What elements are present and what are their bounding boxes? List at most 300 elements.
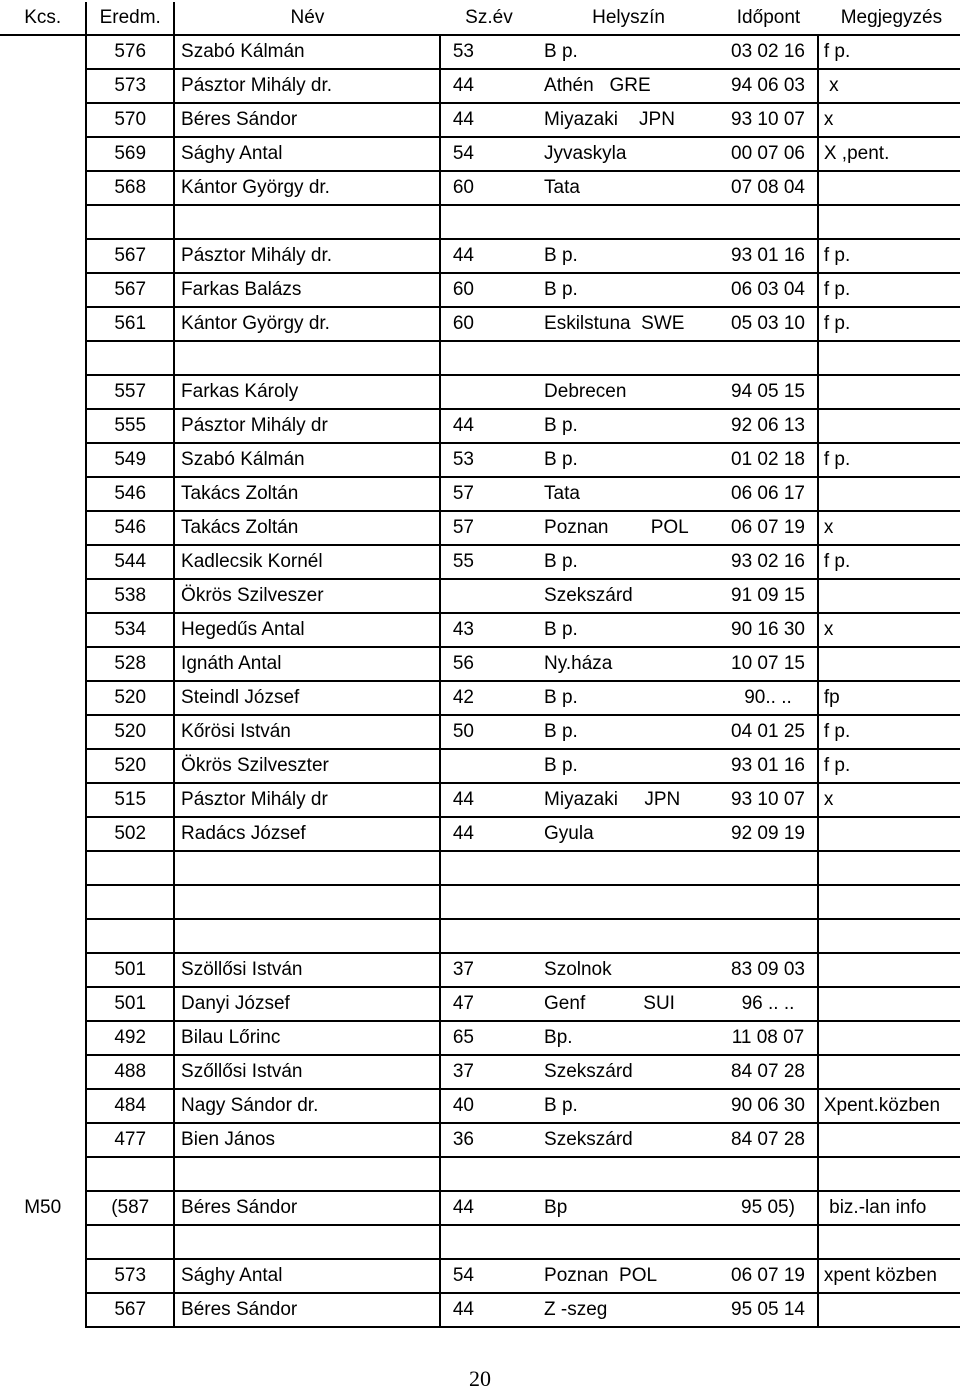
cell-megjegyzes: X ,pent. <box>818 137 960 171</box>
cell-szev: 53 <box>440 443 538 477</box>
results-table <box>0 2 960 1328</box>
cell-megjegyzes: x <box>818 613 960 647</box>
cell-szev: 44 <box>440 1191 538 1225</box>
cell-idopont: 04 01 25 <box>719 715 818 749</box>
cell-szev: 56 <box>440 647 538 681</box>
cell-eredm <box>86 919 174 953</box>
cell-kcs <box>0 545 86 579</box>
table-row <box>0 477 960 511</box>
cell-nev <box>174 341 440 375</box>
table-row <box>0 375 960 409</box>
cell-eredm: 569 <box>86 137 174 171</box>
cell-nev <box>174 885 440 919</box>
cell-idopont: 11 08 07 <box>719 1021 818 1055</box>
cell-helyszin <box>538 1157 719 1191</box>
cell-nev: Bilau Lőrinc <box>174 1021 440 1055</box>
cell-nev: Kőrösi István <box>174 715 440 749</box>
cell-szev <box>440 341 538 375</box>
table-row <box>0 511 960 545</box>
cell-megjegyzes <box>818 885 960 919</box>
table-row <box>0 545 960 579</box>
cell-idopont <box>719 885 818 919</box>
cell-helyszin: B p. <box>538 545 719 579</box>
cell-helyszin: Szolnok <box>538 953 719 987</box>
cell-szev <box>440 851 538 885</box>
table-row <box>0 205 960 239</box>
cell-idopont <box>719 341 818 375</box>
cell-eredm: 520 <box>86 715 174 749</box>
table-row <box>0 579 960 613</box>
cell-eredm: 515 <box>86 783 174 817</box>
cell-kcs <box>0 375 86 409</box>
cell-helyszin: Poznan POL <box>538 1259 719 1293</box>
cell-helyszin: B p. <box>538 409 719 443</box>
cell-kcs <box>0 1123 86 1157</box>
cell-szev: 44 <box>440 817 538 851</box>
cell-idopont: 07 08 04 <box>719 171 818 205</box>
cell-nev: Béres Sándor <box>174 1293 440 1327</box>
cell-helyszin <box>538 885 719 919</box>
table-row <box>0 1157 960 1191</box>
cell-nev <box>174 919 440 953</box>
cell-megjegyzes <box>818 1123 960 1157</box>
table-row <box>0 239 960 273</box>
cell-helyszin: Szekszárd <box>538 1123 719 1157</box>
cell-helyszin: Bp <box>538 1191 719 1225</box>
cell-eredm: 567 <box>86 239 174 273</box>
cell-nev <box>174 1157 440 1191</box>
cell-szev: 53 <box>440 35 538 69</box>
cell-nev: Ökrös Szilveszter <box>174 749 440 783</box>
table-row <box>0 851 960 885</box>
cell-megjegyzes <box>818 817 960 851</box>
cell-kcs <box>0 1157 86 1191</box>
cell-kcs <box>0 919 86 953</box>
cell-eredm: 501 <box>86 953 174 987</box>
cell-kcs <box>0 477 86 511</box>
cell-megjegyzes <box>818 1225 960 1259</box>
table-row <box>0 69 960 103</box>
cell-megjegyzes: biz.-lan info <box>818 1191 960 1225</box>
cell-helyszin <box>538 1225 719 1259</box>
cell-helyszin <box>538 205 719 239</box>
cell-nev <box>174 1225 440 1259</box>
cell-megjegyzes: x <box>818 103 960 137</box>
cell-megjegyzes <box>818 1021 960 1055</box>
cell-idopont: 90 16 30 <box>719 613 818 647</box>
cell-eredm <box>86 1157 174 1191</box>
cell-kcs: M50 <box>0 1191 86 1225</box>
cell-nev: Szabó Kálmán <box>174 443 440 477</box>
header-megjegyzes: Megjegyzés <box>818 2 960 35</box>
cell-helyszin: Poznan POL <box>538 511 719 545</box>
table-row <box>0 613 960 647</box>
cell-nev: Szőllősi István <box>174 1055 440 1089</box>
cell-szev <box>440 205 538 239</box>
cell-eredm: 573 <box>86 1259 174 1293</box>
cell-szev: 44 <box>440 239 538 273</box>
cell-szev: 60 <box>440 273 538 307</box>
cell-idopont: 93 01 16 <box>719 749 818 783</box>
cell-megjegyzes <box>818 1157 960 1191</box>
cell-nev: Hegedűs Antal <box>174 613 440 647</box>
cell-kcs <box>0 647 86 681</box>
table-row <box>0 1021 960 1055</box>
cell-kcs <box>0 341 86 375</box>
table-row <box>0 885 960 919</box>
table-row <box>0 35 960 69</box>
header-kcs: Kcs. <box>0 2 86 35</box>
cell-megjegyzes: f p. <box>818 239 960 273</box>
cell-eredm: 477 <box>86 1123 174 1157</box>
cell-szev <box>440 375 538 409</box>
cell-kcs <box>0 681 86 715</box>
cell-helyszin: B p. <box>538 715 719 749</box>
cell-nev: Takács Zoltán <box>174 477 440 511</box>
cell-helyszin: Tata <box>538 477 719 511</box>
table-row <box>0 1293 960 1327</box>
cell-kcs <box>0 1225 86 1259</box>
cell-eredm: 573 <box>86 69 174 103</box>
cell-idopont <box>719 919 818 953</box>
cell-helyszin: B p. <box>538 681 719 715</box>
cell-idopont: 06 07 19 <box>719 1259 818 1293</box>
cell-kcs <box>0 1259 86 1293</box>
cell-megjegyzes: Xpent.közben <box>818 1089 960 1123</box>
cell-kcs <box>0 1293 86 1327</box>
cell-helyszin: B p. <box>538 749 719 783</box>
cell-helyszin <box>538 341 719 375</box>
cell-szev: 57 <box>440 477 538 511</box>
cell-eredm: 488 <box>86 1055 174 1089</box>
cell-helyszin: Gyula <box>538 817 719 851</box>
cell-nev: Pásztor Mihály dr <box>174 409 440 443</box>
cell-kcs <box>0 307 86 341</box>
cell-eredm: 502 <box>86 817 174 851</box>
cell-kcs <box>0 953 86 987</box>
table-row <box>0 987 960 1021</box>
cell-nev: Pásztor Mihály dr. <box>174 239 440 273</box>
table-row <box>0 341 960 375</box>
cell-megjegyzes <box>818 205 960 239</box>
cell-eredm: 544 <box>86 545 174 579</box>
cell-idopont: 93 01 16 <box>719 239 818 273</box>
cell-idopont: 06 03 04 <box>719 273 818 307</box>
cell-helyszin: B p. <box>538 1089 719 1123</box>
cell-megjegyzes <box>818 375 960 409</box>
cell-idopont <box>719 851 818 885</box>
cell-helyszin: Eskilstuna SWE <box>538 307 719 341</box>
cell-kcs <box>0 443 86 477</box>
table-row <box>0 103 960 137</box>
cell-megjegyzes: f p. <box>818 749 960 783</box>
cell-megjegyzes <box>818 579 960 613</box>
cell-megjegyzes: fp <box>818 681 960 715</box>
cell-idopont: 06 07 19 <box>719 511 818 545</box>
header-helyszin: Helyszín <box>538 2 719 35</box>
cell-nev: Szabó Kálmán <box>174 35 440 69</box>
cell-helyszin: B p. <box>538 239 719 273</box>
cell-nev: Radács József <box>174 817 440 851</box>
cell-idopont: 94 06 03 <box>719 69 818 103</box>
cell-nev: Ignáth Antal <box>174 647 440 681</box>
table-row <box>0 307 960 341</box>
cell-kcs <box>0 783 86 817</box>
cell-eredm <box>86 1225 174 1259</box>
cell-szev: 60 <box>440 171 538 205</box>
cell-idopont: 90 06 30 <box>719 1089 818 1123</box>
cell-idopont: 95 05) <box>719 1191 818 1225</box>
cell-nev: Szöllősi István <box>174 953 440 987</box>
cell-eredm: 501 <box>86 987 174 1021</box>
table-row <box>0 715 960 749</box>
table-row <box>0 647 960 681</box>
cell-megjegyzes: xpent közben <box>818 1259 960 1293</box>
cell-megjegyzes: f p. <box>818 443 960 477</box>
cell-helyszin: Athén GRE <box>538 69 719 103</box>
cell-helyszin: Bp. <box>538 1021 719 1055</box>
cell-nev: Pásztor Mihály dr <box>174 783 440 817</box>
cell-megjegyzes <box>818 953 960 987</box>
cell-szev: 36 <box>440 1123 538 1157</box>
table-row <box>0 817 960 851</box>
cell-helyszin: B p. <box>538 273 719 307</box>
cell-helyszin: Genf SUI <box>538 987 719 1021</box>
cell-kcs <box>0 1089 86 1123</box>
cell-eredm <box>86 341 174 375</box>
cell-szev: 44 <box>440 103 538 137</box>
table-row <box>0 953 960 987</box>
table-row <box>0 273 960 307</box>
header-szev: Sz.év <box>440 2 538 35</box>
cell-szev: 44 <box>440 783 538 817</box>
cell-eredm: 534 <box>86 613 174 647</box>
cell-megjegyzes: f p. <box>818 307 960 341</box>
table-row <box>0 1225 960 1259</box>
cell-idopont: 00 07 06 <box>719 137 818 171</box>
cell-nev: Sághy Antal <box>174 1259 440 1293</box>
cell-helyszin: Szekszárd <box>538 1055 719 1089</box>
cell-idopont: 90.. .. <box>719 681 818 715</box>
cell-szev: 65 <box>440 1021 538 1055</box>
cell-idopont: 92 09 19 <box>719 817 818 851</box>
cell-eredm: 567 <box>86 273 174 307</box>
cell-megjegyzes: f p. <box>818 545 960 579</box>
cell-szev: 47 <box>440 987 538 1021</box>
cell-szev <box>440 749 538 783</box>
cell-szev <box>440 919 538 953</box>
cell-idopont: 93 10 07 <box>719 783 818 817</box>
cell-idopont: 94 05 15 <box>719 375 818 409</box>
cell-kcs <box>0 613 86 647</box>
header-nev: Név <box>174 2 440 35</box>
cell-nev: Nagy Sándor dr. <box>174 1089 440 1123</box>
cell-eredm <box>86 885 174 919</box>
cell-nev: Sághy Antal <box>174 137 440 171</box>
cell-nev <box>174 851 440 885</box>
cell-szev: 54 <box>440 137 538 171</box>
cell-megjegyzes: f p. <box>818 273 960 307</box>
cell-nev: Pásztor Mihály dr. <box>174 69 440 103</box>
cell-kcs <box>0 817 86 851</box>
cell-megjegyzes: f p. <box>818 35 960 69</box>
cell-nev: Steindl József <box>174 681 440 715</box>
cell-helyszin: B p. <box>538 613 719 647</box>
cell-szev: 54 <box>440 1259 538 1293</box>
cell-eredm <box>86 205 174 239</box>
cell-kcs <box>0 987 86 1021</box>
cell-helyszin: Szekszárd <box>538 579 719 613</box>
cell-nev: Danyi József <box>174 987 440 1021</box>
cell-idopont: 06 06 17 <box>719 477 818 511</box>
cell-eredm: 567 <box>86 1293 174 1327</box>
cell-nev: Farkas Balázs <box>174 273 440 307</box>
table-row <box>0 1123 960 1157</box>
cell-megjegyzes <box>818 341 960 375</box>
table-row <box>0 1259 960 1293</box>
table-row <box>0 443 960 477</box>
cell-eredm: 570 <box>86 103 174 137</box>
cell-kcs <box>0 273 86 307</box>
cell-kcs <box>0 69 86 103</box>
cell-nev: Béres Sándor <box>174 103 440 137</box>
cell-helyszin: Z -szeg <box>538 1293 719 1327</box>
cell-szev: 50 <box>440 715 538 749</box>
cell-megjegyzes <box>818 477 960 511</box>
cell-szev: 37 <box>440 1055 538 1089</box>
cell-kcs <box>0 1055 86 1089</box>
cell-helyszin: B p. <box>538 35 719 69</box>
cell-nev: Takács Zoltán <box>174 511 440 545</box>
cell-idopont: 91 09 15 <box>719 579 818 613</box>
cell-helyszin <box>538 919 719 953</box>
cell-megjegyzes <box>818 851 960 885</box>
table-row <box>0 1089 960 1123</box>
cell-kcs <box>0 579 86 613</box>
table-row <box>0 137 960 171</box>
cell-kcs <box>0 137 86 171</box>
cell-nev: Ökrös Szilveszer <box>174 579 440 613</box>
cell-szev: 42 <box>440 681 538 715</box>
cell-szev: 55 <box>440 545 538 579</box>
cell-eredm: 520 <box>86 681 174 715</box>
cell-szev <box>440 579 538 613</box>
table-body <box>0 35 960 1327</box>
cell-megjegyzes <box>818 987 960 1021</box>
cell-nev: Kántor György dr. <box>174 171 440 205</box>
cell-szev <box>440 1157 538 1191</box>
cell-megjegyzes <box>818 919 960 953</box>
cell-megjegyzes <box>818 647 960 681</box>
cell-eredm: 492 <box>86 1021 174 1055</box>
cell-szev: 40 <box>440 1089 538 1123</box>
cell-nev: Kántor György dr. <box>174 307 440 341</box>
cell-helyszin: Tata <box>538 171 719 205</box>
cell-kcs <box>0 171 86 205</box>
cell-kcs <box>0 409 86 443</box>
cell-idopont: 05 03 10 <box>719 307 818 341</box>
cell-kcs <box>0 205 86 239</box>
cell-eredm: 576 <box>86 35 174 69</box>
cell-idopont: 84 07 28 <box>719 1123 818 1157</box>
table-row <box>0 1055 960 1089</box>
cell-megjegyzes <box>818 171 960 205</box>
table-row <box>0 409 960 443</box>
table-row <box>0 1191 960 1225</box>
cell-idopont: 84 07 28 <box>719 1055 818 1089</box>
cell-eredm: 484 <box>86 1089 174 1123</box>
cell-szev: 60 <box>440 307 538 341</box>
cell-helyszin: Miyazaki JPN <box>538 783 719 817</box>
cell-helyszin: Jyvaskyla <box>538 137 719 171</box>
cell-megjegyzes <box>818 1293 960 1327</box>
header-idopont: Időpont <box>719 2 818 35</box>
cell-kcs <box>0 239 86 273</box>
cell-idopont <box>719 205 818 239</box>
cell-helyszin: Debrecen <box>538 375 719 409</box>
cell-megjegyzes: x <box>818 511 960 545</box>
cell-szev: 57 <box>440 511 538 545</box>
cell-eredm <box>86 851 174 885</box>
cell-idopont: 01 02 18 <box>719 443 818 477</box>
table-row <box>0 681 960 715</box>
cell-kcs <box>0 749 86 783</box>
cell-nev: Farkas Károly <box>174 375 440 409</box>
cell-megjegyzes: x <box>818 783 960 817</box>
cell-kcs <box>0 885 86 919</box>
cell-idopont <box>719 1225 818 1259</box>
cell-szev: 44 <box>440 69 538 103</box>
cell-szev: 44 <box>440 409 538 443</box>
cell-idopont: 10 07 15 <box>719 647 818 681</box>
cell-kcs <box>0 715 86 749</box>
cell-eredm: 546 <box>86 477 174 511</box>
cell-szev <box>440 885 538 919</box>
cell-megjegyzes: x <box>818 69 960 103</box>
cell-idopont: 93 10 07 <box>719 103 818 137</box>
cell-eredm: 528 <box>86 647 174 681</box>
cell-idopont: 83 09 03 <box>719 953 818 987</box>
cell-megjegyzes: f p. <box>818 715 960 749</box>
cell-idopont: 93 02 16 <box>719 545 818 579</box>
cell-helyszin: Miyazaki JPN <box>538 103 719 137</box>
page-number: 20 <box>469 1366 491 1391</box>
header-eredm: Eredm. <box>86 2 174 35</box>
cell-szev: 37 <box>440 953 538 987</box>
cell-nev: Bien János <box>174 1123 440 1157</box>
cell-eredm: 538 <box>86 579 174 613</box>
table-row <box>0 783 960 817</box>
table-row <box>0 749 960 783</box>
cell-kcs <box>0 851 86 885</box>
cell-megjegyzes <box>818 409 960 443</box>
cell-idopont: 03 02 16 <box>719 35 818 69</box>
cell-eredm: 561 <box>86 307 174 341</box>
cell-helyszin: B p. <box>538 443 719 477</box>
cell-szev: 43 <box>440 613 538 647</box>
cell-kcs <box>0 103 86 137</box>
cell-kcs <box>0 511 86 545</box>
cell-helyszin: Ny.háza <box>538 647 719 681</box>
table-row <box>0 171 960 205</box>
cell-kcs <box>0 35 86 69</box>
cell-nev: Béres Sándor <box>174 1191 440 1225</box>
cell-eredm: 555 <box>86 409 174 443</box>
cell-szev <box>440 1225 538 1259</box>
cell-eredm: 557 <box>86 375 174 409</box>
cell-idopont: 96 .. .. <box>719 987 818 1021</box>
header-row <box>0 2 960 35</box>
